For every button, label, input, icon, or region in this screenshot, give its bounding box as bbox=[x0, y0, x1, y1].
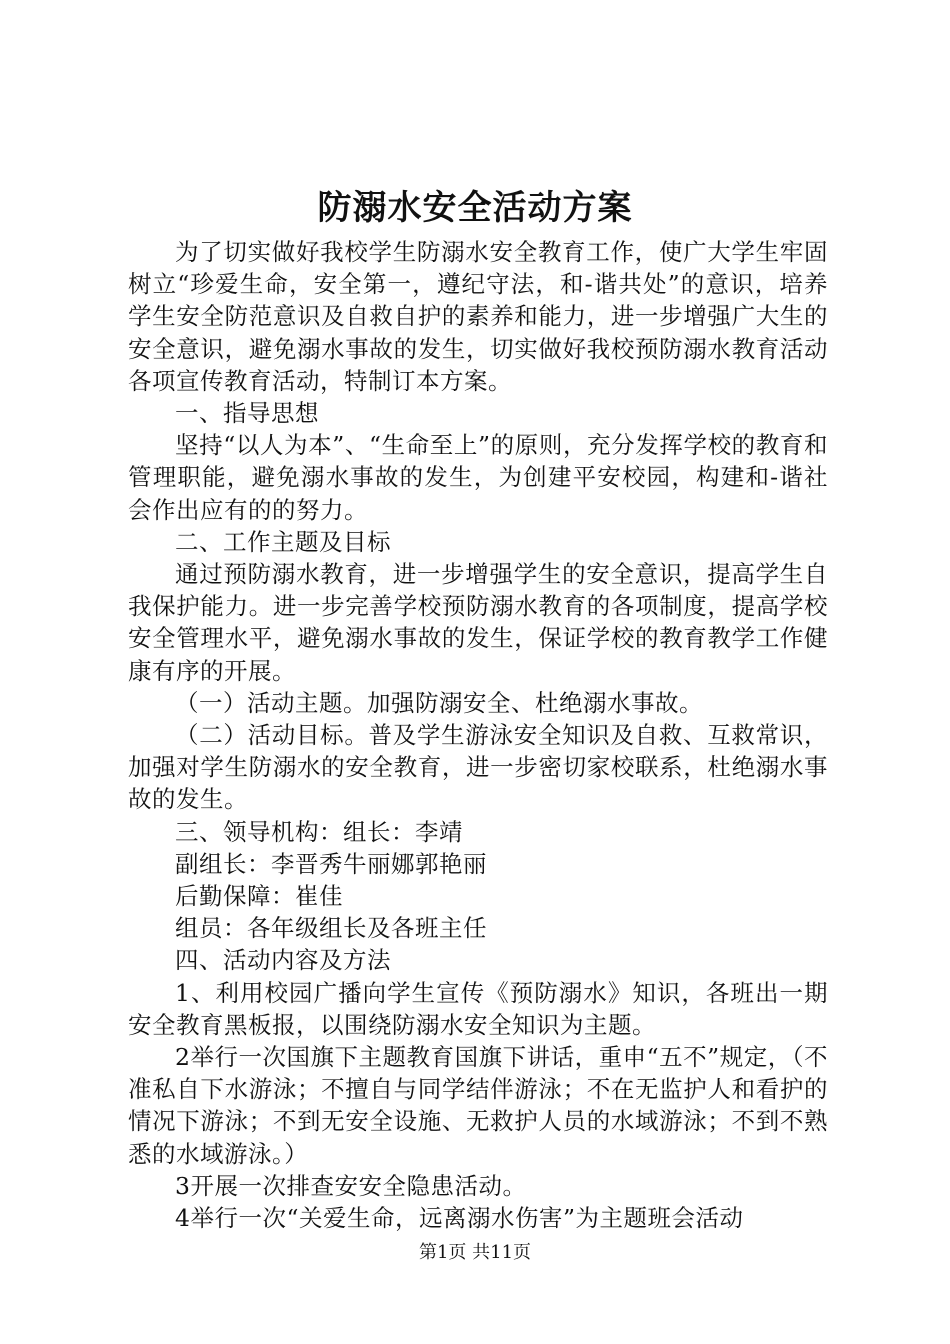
list-item-2: 2举行一次国旗下主题教育国旗下讲话，重申“五不”规定，（不准私自下水游泳；不擅自与同学结伴游泳；不在无监护人和看护的情况下游泳；不到无安全设施、无救护人员的水域游泳；不到不熟悉的水域游泳。） bbox=[128, 1043, 828, 1168]
list-item-3: 3开展一次排查安安全隐患活动。 bbox=[175, 1171, 527, 1200]
heading-guiding-thought: 一、指导思想 bbox=[175, 399, 319, 428]
paragraph-members: 组员：各年级组长及各班主任 bbox=[175, 914, 487, 943]
paragraph-activity-theme: （一）活动主题。加强防溺安全、杜绝溺水事故。 bbox=[175, 688, 703, 717]
document-title: 防溺水安全活动方案 bbox=[317, 188, 633, 228]
paragraph-theme-goals: 通过预防溺水教育，进一步增强学生的安全意识，提高学生自我保护能力。进一步完善学校预防溺水教育的各项制度，提高学校安全管理水平，避免溺水事故的发生，保证学校的教育教学工作健康有序的开展。 bbox=[128, 560, 828, 685]
list-item-4: 4举行一次“关爱生命，远离溺水伤害”为主题班会活动 bbox=[175, 1204, 744, 1233]
paragraph-guiding-thought: 坚持“以人为本”、“生命至上”的原则，充分发挥学校的教育和管理职能，避免溺水事故的发生，为创建平安校园，构建和-谐社会作出应有的的努力。 bbox=[128, 431, 828, 524]
paragraph-logistics: 后勤保障：崔佳 bbox=[175, 882, 343, 911]
list-item-1: 1、利用校园广播向学生宣传《预防溺水》知识，各班出一期安全教育黑板报，以围绕防溺水安全知识为主题。 bbox=[128, 978, 828, 1039]
document-body bbox=[128, 236, 828, 1234]
heading-activity-content: 四、活动内容及方法 bbox=[175, 946, 391, 975]
page-number-footer: 第1页 共11页 bbox=[418, 1242, 532, 1263]
heading-theme-goals: 二、工作主题及目标 bbox=[175, 527, 391, 556]
paragraph-intro: 为了切实做好我校学生防溺水安全教育工作，使广大学生牢固树立“珍爱生命，安全第一，遵纪守法，和-谐共处”的意识，培养学生安全防范意识及自救自护的素养和能力，进一步增强广大生的安全意识，避免溺水事故的发生，切实做好我校预防溺水教育活动各项宣传教育活动，特制订本方案。 bbox=[128, 238, 828, 395]
paragraph-deputy-leaders: 副组长：李晋秀牛丽娜郭艳丽 bbox=[175, 849, 487, 878]
heading-leadership: 三、领导机构：组长：李靖 bbox=[175, 817, 463, 846]
paragraph-activity-goal: （二）活动目标。普及学生游泳安全知识及自救、互救常识，加强对学生防溺水的安全教育，进一步密切家校联系，杜绝溺水事故的发生。 bbox=[128, 721, 828, 814]
